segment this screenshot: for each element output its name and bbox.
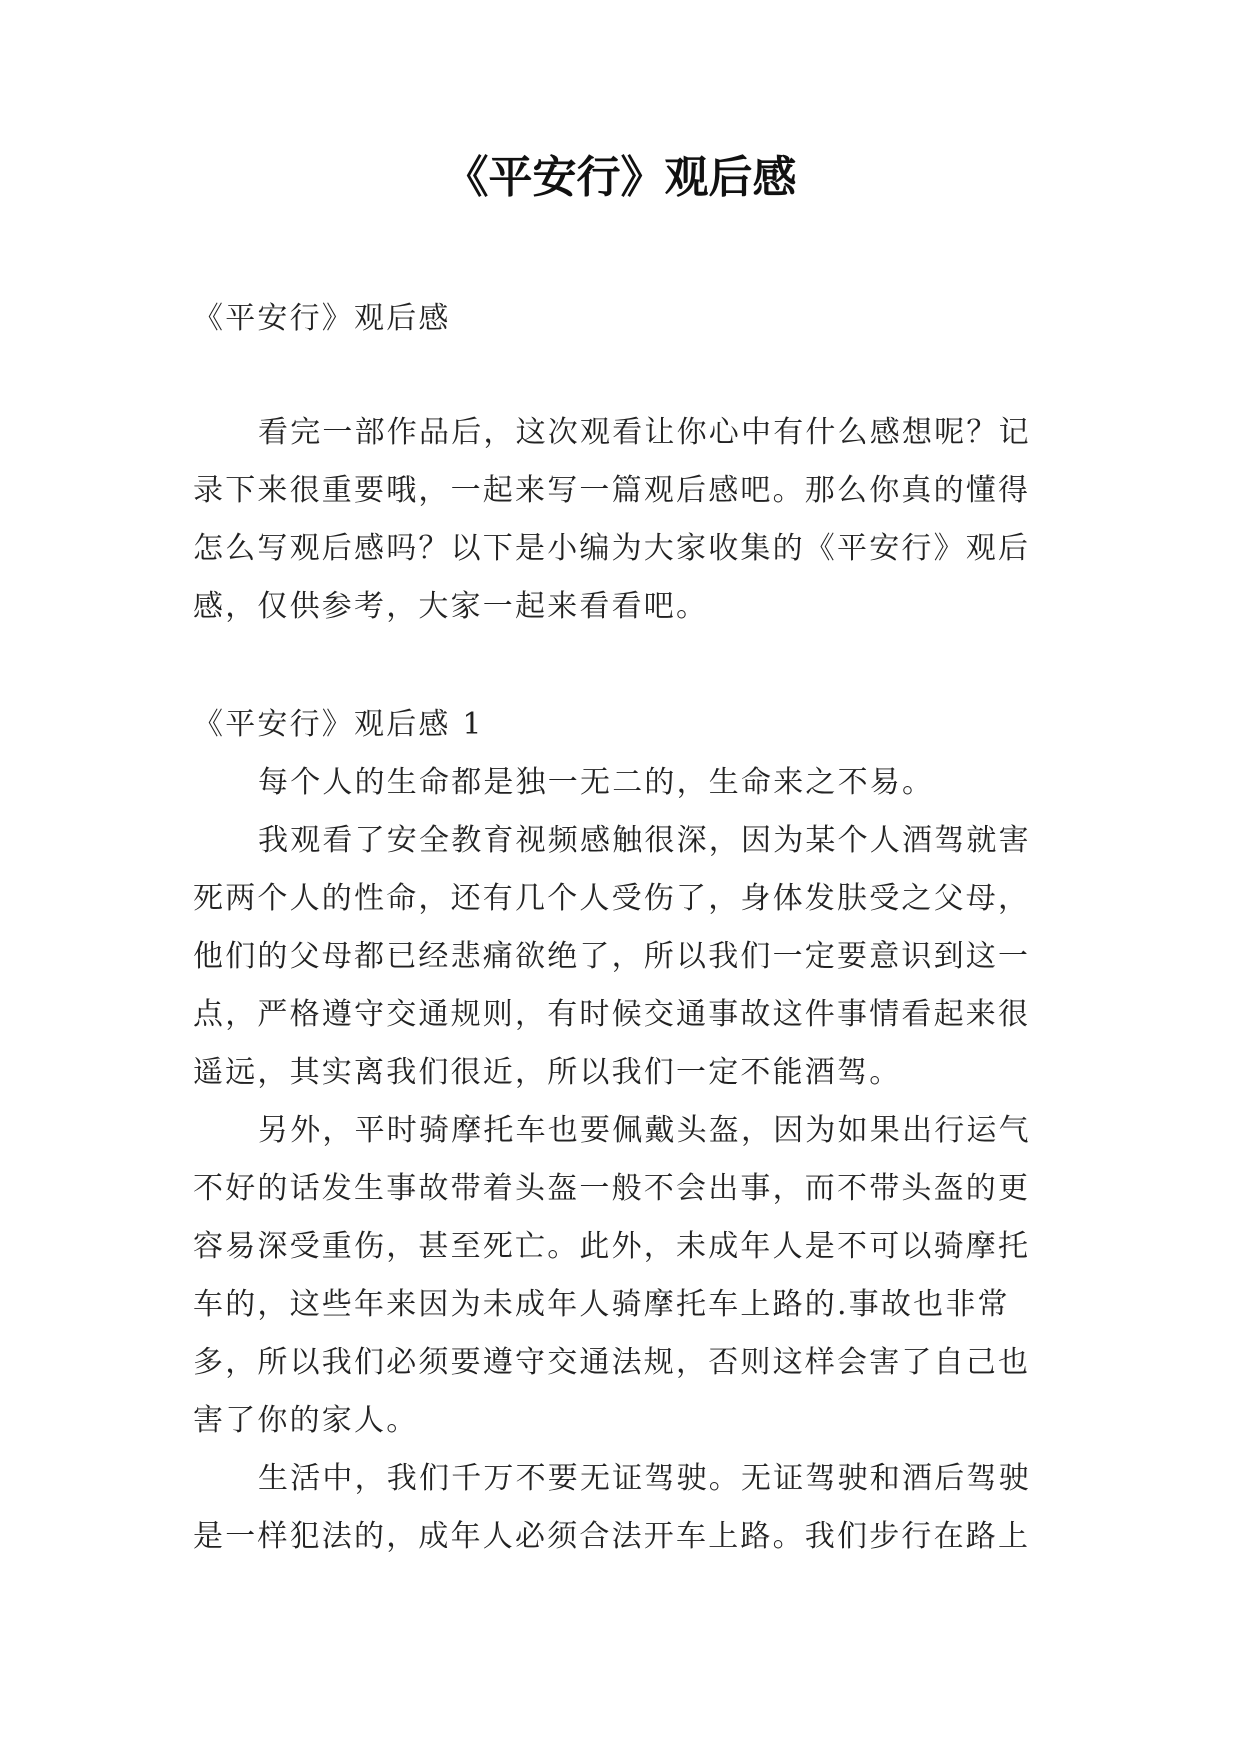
paragraph-spacer [193, 636, 1055, 696]
paragraph-spacer [193, 348, 1055, 404]
document-subtitle: 《平安行》观后感 [193, 301, 451, 336]
body-paragraph: 另外，平时骑摩托车也要佩戴头盔，因为如果出行运气不好的话发生事故带着头盔一般不会出事，而不带头盔的更容易深受重伤，甚至死亡。此外，未成年人是不可以骑摩托车的，这些年来因为未成年人骑摩托车上路的.事故也非常多，所以我们必须要遵守交通法规，否则这样会害了自己也害了你的家人。 [193, 1113, 1031, 1438]
section-heading: 《平安行》观后感 1 [193, 707, 484, 742]
body-paragraph: 我观看了安全教育视频感触很深，因为某个人酒驾就害死两个人的性命，还有几个人受伤了，身体发肤受之父母，他们的父母都已经悲痛欲绝了，所以我们一定要意识到这一点，严格遵守交通规则，有时候交通事故这件事情看起来很遥远，其实离我们很近，所以我们一定不能酒驾。 [193, 823, 1031, 1090]
document-body [193, 290, 1055, 1566]
document-title: 《平安行》观后感 [444, 152, 797, 203]
intro-paragraph: 看完一部作品后，这次观看让你心中有什么感想呢？记录下来很重要哦，一起来写一篇观后感吧。那么你真的懂得怎么写观后感吗？以下是小编为大家收集的《平安行》观后感，仅供参考，大家一起来看看吧。 [193, 415, 1031, 624]
body-paragraph: 每个人的生命都是独一无二的，生命来之不易。 [258, 765, 935, 800]
body-paragraph: 生活中，我们千万不要无证驾驶。无证驾驶和酒后驾驶是一样犯法的，成年人必须合法开车上路。我们步行在路上 [193, 1461, 1031, 1554]
